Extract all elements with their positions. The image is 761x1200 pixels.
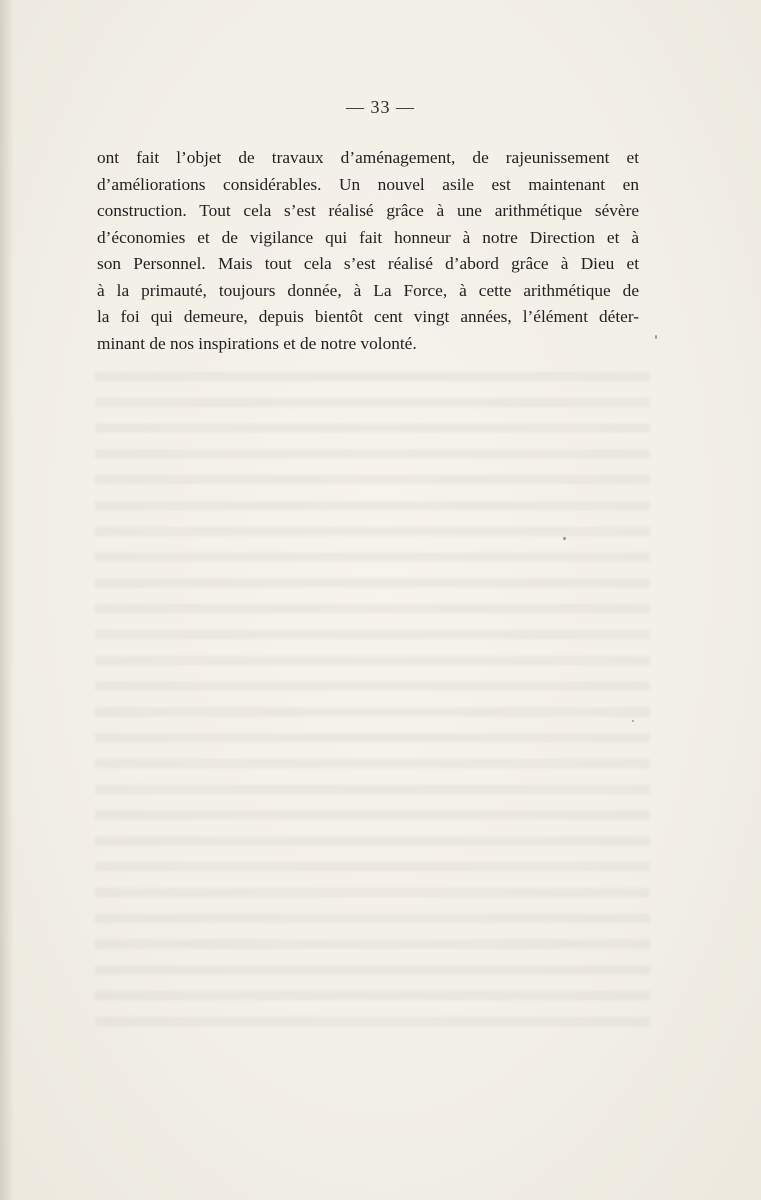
body-paragraph [97, 145, 639, 357]
text-line: la foi qui demeure, depuis bientôt cent vingt années, l’élément déter- [97, 307, 639, 326]
page-number: — 33 — [346, 97, 415, 117]
text-line: son Personnel. Mais tout cela s’est réalisé d’abord grâce à Dieu et [97, 254, 639, 273]
text-line: d’économies et de vigilance qui fait honneur à notre Direction et à [97, 227, 639, 247]
text-line: construction. Tout cela s’est réalisé grâce à une arithmétique sévère [97, 201, 639, 220]
text-line: ont fait l’objet de travaux d’aménagement, de rajeunissement et [97, 148, 639, 167]
text-line: d’améliorations considérables. Un nouvel asile est maintenant en [97, 174, 639, 194]
text-line: à la primauté, toujours donnée, à La Force, à cette arithmétique de [97, 280, 639, 300]
bleed-through-text [95, 372, 650, 1032]
text-line: minant de nos inspirations et de notre volonté. [97, 333, 417, 353]
page-edge-shadow [0, 0, 14, 1200]
paper-speck [655, 335, 657, 339]
paper-speck [563, 537, 566, 540]
paper-speck [632, 720, 634, 722]
